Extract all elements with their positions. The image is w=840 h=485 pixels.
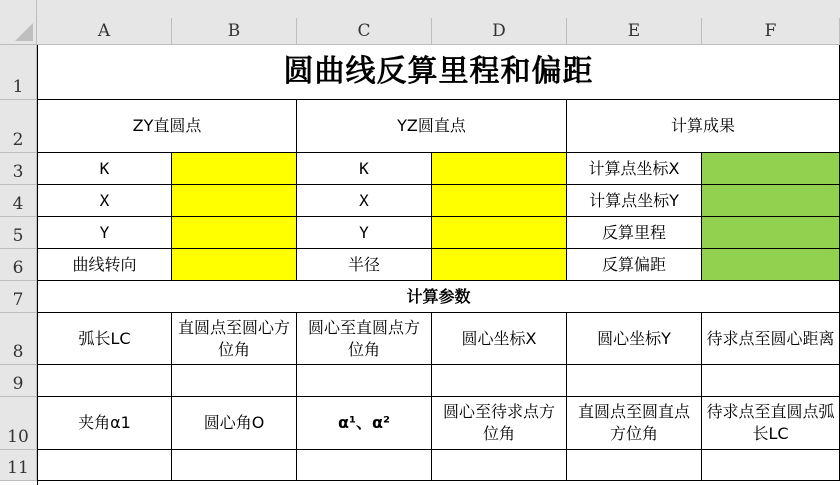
row-header-1[interactable]: 1 [0,45,37,100]
row-header-6[interactable]: 6 [0,249,37,281]
params-title[interactable]: 计算参数 [38,281,840,313]
yz-label-radius[interactable]: 半径 [297,249,432,281]
row-header-8[interactable]: 8 [0,313,37,365]
row-header-7[interactable]: 7 [0,281,37,313]
cell-b11[interactable] [172,450,297,481]
param-zy-to-yz-azimuth[interactable]: 直圆点至圆直点方位角 [567,397,702,450]
select-all-icon [15,23,33,41]
param-center-x[interactable]: 圆心坐标X [432,313,567,365]
result-offset-output[interactable] [702,249,840,281]
param-point-to-zy-arc-length[interactable]: 待求点至直圆点弧长LC [702,397,840,450]
cell-a9[interactable] [38,365,172,397]
section-zy[interactable]: ZY直圆点 [38,100,297,153]
row-header-10[interactable]: 10 [0,397,37,450]
yz-label-x[interactable]: X [297,185,432,217]
zy-label-y[interactable]: Y [38,217,172,249]
result-label-x[interactable]: 计算点坐标X [567,153,702,185]
cell-b9[interactable] [172,365,297,397]
cell-d9[interactable] [432,365,567,397]
param-center-y[interactable]: 圆心坐标Y [567,313,702,365]
row-header-2[interactable]: 2 [0,100,37,153]
zy-label-x[interactable]: X [38,185,172,217]
select-all-button[interactable] [0,0,37,45]
cell-d11[interactable] [432,450,567,481]
zy-x-input[interactable] [172,185,297,217]
column-header-e[interactable]: E [567,18,702,45]
column-header-a[interactable]: A [37,18,172,45]
section-yz[interactable]: YZ圆直点 [297,100,567,153]
param-central-angle[interactable]: 圆心角O [172,397,297,450]
cell-f9[interactable] [702,365,840,397]
param-angle-a1[interactable]: 夹角α1 [38,397,172,450]
param-center-to-zy-azimuth[interactable]: 圆心至直圆点方位角 [297,313,432,365]
yz-x-input[interactable] [432,185,567,217]
param-arc-length[interactable]: 弧长LC [38,313,172,365]
column-header-d[interactable]: D [432,18,567,45]
param-point-to-center-distance[interactable]: 待求点至圆心距离 [702,313,840,365]
result-label-mileage[interactable]: 反算里程 [567,217,702,249]
param-alpha1-alpha2[interactable]: α¹、α² [297,397,432,450]
cell-c9[interactable] [297,365,432,397]
result-y-output[interactable] [702,185,840,217]
result-label-offset[interactable]: 反算偏距 [567,249,702,281]
cell-f11[interactable] [702,450,840,481]
param-center-to-point-azimuth[interactable]: 圆心至待求点方位角 [432,397,567,450]
yz-label-y[interactable]: Y [297,217,432,249]
row-header-11[interactable]: 11 [0,450,37,481]
row-header-9[interactable]: 9 [0,365,37,397]
sheet-title[interactable]: 圆曲线反算里程和偏距 [38,45,840,100]
row-header-3[interactable]: 3 [0,153,37,185]
zy-direction-input[interactable] [172,249,297,281]
yz-label-k[interactable]: K [297,153,432,185]
column-header-b[interactable]: B [172,18,297,45]
param-zy-to-center-azimuth[interactable]: 直圆点至圆心方位角 [172,313,297,365]
row-header-4[interactable]: 4 [0,185,37,217]
zy-y-input[interactable] [172,217,297,249]
row-header-5[interactable]: 5 [0,217,37,249]
cell-e9[interactable] [567,365,702,397]
section-result[interactable]: 计算成果 [567,100,840,153]
result-label-y[interactable]: 计算点坐标Y [567,185,702,217]
cell-a11[interactable] [38,450,172,481]
yz-y-input[interactable] [432,217,567,249]
zy-label-k[interactable]: K [38,153,172,185]
result-mileage-output[interactable] [702,217,840,249]
cell-c11[interactable] [297,450,432,481]
column-header-c[interactable]: C [297,18,432,45]
cell-e11[interactable] [567,450,702,481]
zy-k-input[interactable] [172,153,297,185]
yz-radius-input[interactable] [432,249,567,281]
column-header-f[interactable]: F [702,18,840,45]
zy-label-direction[interactable]: 曲线转向 [38,249,172,281]
result-x-output[interactable] [702,153,840,185]
yz-k-input[interactable] [432,153,567,185]
header-strip [37,0,840,18]
